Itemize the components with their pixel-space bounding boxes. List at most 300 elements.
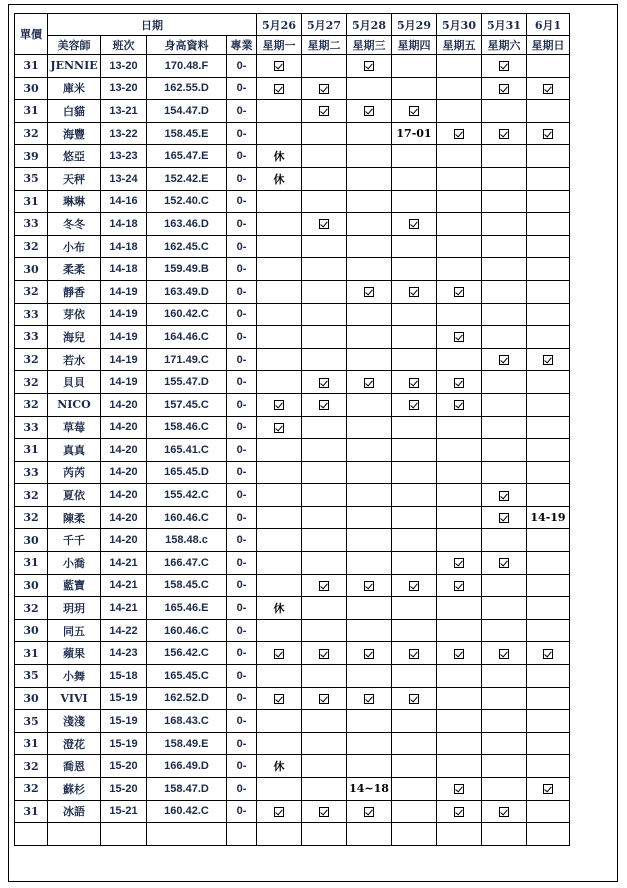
day-cell (482, 597, 527, 620)
day-cell (347, 529, 392, 552)
stylist-name-cell: 庫米 (48, 77, 101, 100)
stylist-name-cell: 小布 (48, 235, 101, 258)
day-cell (347, 122, 392, 145)
price-cell: 33 (15, 303, 48, 326)
day-cell (527, 665, 570, 688)
special-cell: 0- (227, 642, 257, 665)
stylist-name-cell: 靜香 (48, 280, 101, 303)
day-cell (482, 439, 527, 462)
day-cell (257, 145, 302, 168)
day-cell (347, 461, 392, 484)
day-cell-checked (302, 77, 347, 100)
checked-box-icon (454, 400, 464, 410)
day-cell-checked (482, 77, 527, 100)
table-row (15, 213, 570, 236)
day-cell (527, 619, 570, 642)
day-cell-checked (257, 642, 302, 665)
day-cell (482, 778, 527, 801)
checked-box-icon (409, 581, 419, 591)
table-row (15, 393, 570, 416)
day-cell (437, 619, 482, 642)
day-cell (257, 506, 302, 529)
day-cell (437, 439, 482, 462)
day-cell (392, 484, 437, 507)
height-cell: 156.42.C (147, 642, 227, 665)
day-cell (347, 484, 392, 507)
price-cell (15, 823, 48, 846)
special-cell: 0- (227, 506, 257, 529)
checked-box-icon (409, 287, 419, 297)
day-cell-checked (257, 687, 302, 710)
day-cell (302, 190, 347, 213)
day-cell-checked (302, 371, 347, 394)
day-cell (347, 326, 392, 349)
height-cell: 158.49.E (147, 732, 227, 755)
stylist-name-cell: 喬恩 (48, 755, 101, 778)
day-cell (347, 506, 392, 529)
stylist-name-cell: JENNIE (48, 55, 101, 78)
day-cell (392, 122, 437, 145)
table-row (15, 100, 570, 123)
checked-box-icon (319, 84, 329, 94)
special-cell: 0- (227, 439, 257, 462)
height-cell: 163.46.D (147, 213, 227, 236)
checked-box-icon (319, 649, 329, 659)
day-cell (527, 484, 570, 507)
header-row-2 (15, 36, 570, 55)
stylist-header: 美容師 (48, 36, 101, 55)
checked-box-icon (454, 287, 464, 297)
class-cell: 14-20 (101, 506, 147, 529)
day-cell-checked (482, 55, 527, 78)
day-cell (347, 213, 392, 236)
day-cell (257, 213, 302, 236)
day-cell (302, 145, 347, 168)
day-cell-checked (392, 280, 437, 303)
price-cell: 30 (15, 619, 48, 642)
price-cell: 32 (15, 280, 48, 303)
day-cell-checked (347, 687, 392, 710)
day-cell-checked (437, 552, 482, 575)
checked-box-icon (454, 649, 464, 659)
special-cell: 0- (227, 258, 257, 281)
day-cell (302, 484, 347, 507)
height-cell: 162.55.D (147, 77, 227, 100)
checked-box-icon (319, 581, 329, 591)
day-cell (482, 167, 527, 190)
table-row (15, 597, 570, 620)
checked-box-icon (274, 694, 284, 704)
price-cell: 32 (15, 348, 48, 371)
day-cell (482, 213, 527, 236)
day-cell-checked (482, 348, 527, 371)
price-cell: 33 (15, 461, 48, 484)
day-cell (257, 461, 302, 484)
day-cell (482, 280, 527, 303)
day-cell (527, 506, 570, 529)
checked-box-icon (499, 807, 509, 817)
special-cell: 0- (227, 665, 257, 688)
day-cell-checked (527, 778, 570, 801)
checked-box-icon (364, 694, 374, 704)
special-cell: 0- (227, 710, 257, 733)
table-row (15, 258, 570, 281)
price-cell: 31 (15, 439, 48, 462)
day-cell-checked (527, 348, 570, 371)
weekday-header-sunday: 星期日 (527, 36, 570, 55)
special-cell: 0- (227, 235, 257, 258)
table-row (15, 190, 570, 213)
day-cell (257, 280, 302, 303)
height-cell: 170.48.F (147, 55, 227, 78)
table-row (15, 800, 570, 823)
day-cell (302, 348, 347, 371)
day-cell (527, 529, 570, 552)
day-cell (527, 393, 570, 416)
day-cell (302, 235, 347, 258)
special-cell: 0- (227, 326, 257, 349)
class-cell: 13-22 (101, 122, 147, 145)
day-cell (347, 77, 392, 100)
table-row (15, 55, 570, 78)
price-cell: 30 (15, 77, 48, 100)
stylist-name-cell: 悠亞 (48, 145, 101, 168)
class-cell: 13-23 (101, 145, 147, 168)
day-cell-checked (482, 506, 527, 529)
day-cell-checked (392, 100, 437, 123)
day-cell (302, 303, 347, 326)
height-cell: 152.42.E (147, 167, 227, 190)
day-cell (257, 190, 302, 213)
price-cell: 32 (15, 393, 48, 416)
day-cell-checked (302, 800, 347, 823)
day-cell (482, 190, 527, 213)
height-cell: 160.42.C (147, 800, 227, 823)
day-cell (392, 529, 437, 552)
special-cell: 0- (227, 597, 257, 620)
day-cell-checked (392, 687, 437, 710)
table-row (15, 665, 570, 688)
table-row (15, 755, 570, 778)
day-cell (347, 778, 392, 801)
class-cell: 15-19 (101, 687, 147, 710)
day-cell (527, 190, 570, 213)
day-cell-checked (347, 55, 392, 78)
weekday-header: 星期二 (302, 36, 347, 55)
price-cell: 30 (15, 687, 48, 710)
class-cell: 15-19 (101, 710, 147, 733)
day-cell-checked (482, 642, 527, 665)
price-cell: 32 (15, 371, 48, 394)
price-cell: 31 (15, 642, 48, 665)
checked-box-icon (454, 807, 464, 817)
class-cell (101, 823, 147, 846)
day-cell (527, 416, 570, 439)
day-cell (392, 167, 437, 190)
day-cell (392, 732, 437, 755)
price-cell: 32 (15, 755, 48, 778)
table-row (15, 235, 570, 258)
price-cell: 31 (15, 732, 48, 755)
day-cell (482, 665, 527, 688)
day-header: 6月1 (527, 14, 570, 36)
day-cell-checked (437, 800, 482, 823)
day-cell (437, 665, 482, 688)
day-cell-checked (437, 574, 482, 597)
day-cell (302, 55, 347, 78)
day-cell-checked (527, 77, 570, 100)
height-cell: 154.47.D (147, 100, 227, 123)
day-cell (527, 755, 570, 778)
day-cell-checked (347, 642, 392, 665)
day-cell (302, 778, 347, 801)
day-cell-checked (392, 642, 437, 665)
class-cell: 14-19 (101, 371, 147, 394)
special-cell: 0- (227, 552, 257, 575)
checked-box-icon (454, 581, 464, 591)
stylist-name-cell: 千千 (48, 529, 101, 552)
class-cell: 14-19 (101, 303, 147, 326)
stylist-name-cell: 藍寶 (48, 574, 101, 597)
day-cell (347, 416, 392, 439)
special-cell: 0- (227, 145, 257, 168)
checked-box-icon (499, 513, 509, 523)
day-cell (347, 190, 392, 213)
height-cell: 165.46.E (147, 597, 227, 620)
special-cell (227, 823, 257, 846)
class-cell: 14-20 (101, 393, 147, 416)
day-cell (437, 823, 482, 846)
height-cell: 160.46.C (147, 506, 227, 529)
day-cell (257, 529, 302, 552)
day-cell (482, 529, 527, 552)
day-cell-checked (302, 213, 347, 236)
weekday-header-saturday: 星期六 (482, 36, 527, 55)
day-header: 5月26 (257, 14, 302, 36)
table-row (15, 642, 570, 665)
checked-box-icon (274, 61, 284, 71)
price-cell: 33 (15, 213, 48, 236)
class-cell: 14-22 (101, 619, 147, 642)
day-cell (392, 439, 437, 462)
checked-box-icon (274, 423, 284, 433)
day-cell (347, 597, 392, 620)
day-cell (257, 235, 302, 258)
checked-box-icon (543, 649, 553, 659)
checked-box-icon (409, 694, 419, 704)
day-cell (257, 258, 302, 281)
checked-box-icon (543, 784, 553, 794)
price-cell: 35 (15, 710, 48, 733)
special-cell: 0- (227, 100, 257, 123)
day-cell (347, 665, 392, 688)
day-cell (392, 778, 437, 801)
table-row (15, 506, 570, 529)
special-cell: 0- (227, 416, 257, 439)
day-cell (302, 529, 347, 552)
day-cell-text: 14~18 (349, 782, 389, 796)
day-cell (482, 258, 527, 281)
checked-box-icon (364, 807, 374, 817)
day-cell (527, 235, 570, 258)
checked-box-icon (499, 84, 509, 94)
checked-box-icon (319, 807, 329, 817)
day-cell (437, 506, 482, 529)
day-cell-checked (482, 552, 527, 575)
day-cell (302, 258, 347, 281)
stylist-name-cell: 淺淺 (48, 710, 101, 733)
day-cell (392, 755, 437, 778)
day-cell (257, 552, 302, 575)
day-cell (527, 303, 570, 326)
day-cell (437, 710, 482, 733)
day-cell (437, 755, 482, 778)
checked-box-icon (274, 400, 284, 410)
day-cell (437, 461, 482, 484)
class-cell: 13-24 (101, 167, 147, 190)
checked-box-icon (364, 378, 374, 388)
height-cell: 158.45.E (147, 122, 227, 145)
day-cell-text: 休 (273, 760, 285, 774)
day-cell (302, 280, 347, 303)
class-cell: 14-18 (101, 258, 147, 281)
day-cell (437, 190, 482, 213)
day-cell-checked (437, 642, 482, 665)
day-cell (482, 100, 527, 123)
stylist-name-cell: 小舞 (48, 665, 101, 688)
day-cell (437, 348, 482, 371)
day-cell (527, 280, 570, 303)
stylist-name-cell: 同五 (48, 619, 101, 642)
stylist-name-cell: VIVI (48, 687, 101, 710)
day-cell-checked (302, 687, 347, 710)
table-row (15, 416, 570, 439)
day-cell-text: 17-01 (396, 127, 432, 141)
class-cell: 13-20 (101, 55, 147, 78)
checked-box-icon (454, 129, 464, 139)
height-cell: 164.46.C (147, 326, 227, 349)
table-row (15, 687, 570, 710)
day-cell (527, 687, 570, 710)
stylist-name-cell: 柔柔 (48, 258, 101, 281)
day-cell-checked (347, 800, 392, 823)
day-cell-checked (527, 642, 570, 665)
day-cell (392, 506, 437, 529)
header-row-1 (15, 14, 570, 36)
class-header: 班次 (101, 36, 147, 55)
day-cell (527, 597, 570, 620)
height-cell: 160.42.C (147, 303, 227, 326)
checked-box-icon (274, 649, 284, 659)
day-cell (392, 77, 437, 100)
day-cell (437, 529, 482, 552)
day-header: 5月31 (482, 14, 527, 36)
stylist-name-cell: 草莓 (48, 416, 101, 439)
weekday-header: 星期五 (437, 36, 482, 55)
class-cell: 15-19 (101, 732, 147, 755)
class-cell: 13-21 (101, 100, 147, 123)
checked-box-icon (319, 694, 329, 704)
stylist-name-cell: NICO (48, 393, 101, 416)
day-cell (347, 552, 392, 575)
day-cell (257, 710, 302, 733)
day-cell (527, 439, 570, 462)
special-cell: 0- (227, 484, 257, 507)
class-cell: 15-18 (101, 665, 147, 688)
day-cell (437, 687, 482, 710)
day-cell (392, 258, 437, 281)
day-cell-checked (437, 778, 482, 801)
checked-box-icon (499, 558, 509, 568)
day-cell (482, 574, 527, 597)
height-cell: 155.42.C (147, 484, 227, 507)
height-cell: 155.47.D (147, 371, 227, 394)
class-cell: 14-16 (101, 190, 147, 213)
day-cell-checked (392, 574, 437, 597)
day-cell (437, 258, 482, 281)
day-cell (302, 167, 347, 190)
day-cell (527, 710, 570, 733)
day-cell (392, 348, 437, 371)
table-row (15, 484, 570, 507)
price-cell: 32 (15, 122, 48, 145)
day-cell-text: 休 (273, 602, 285, 616)
stylist-name-cell: 冬冬 (48, 213, 101, 236)
day-cell (347, 348, 392, 371)
stylist-name-cell: 真真 (48, 439, 101, 462)
class-cell: 14-18 (101, 235, 147, 258)
special-cell: 0- (227, 778, 257, 801)
day-cell (347, 732, 392, 755)
special-cell: 0- (227, 732, 257, 755)
day-cell (257, 778, 302, 801)
price-cell: 30 (15, 574, 48, 597)
height-cell: 160.46.C (147, 619, 227, 642)
day-cell (437, 55, 482, 78)
day-cell (257, 326, 302, 349)
special-cell: 0- (227, 371, 257, 394)
price-cell: 31 (15, 552, 48, 575)
day-cell-checked (257, 800, 302, 823)
day-cell-checked (437, 393, 482, 416)
checked-box-icon (499, 129, 509, 139)
checked-box-icon (409, 649, 419, 659)
table-row (15, 439, 570, 462)
day-cell (302, 122, 347, 145)
checked-box-icon (274, 84, 284, 94)
day-cell (302, 506, 347, 529)
special-header: 專業 (227, 36, 257, 55)
checked-box-icon (543, 84, 553, 94)
table-row (15, 574, 570, 597)
checked-box-icon (454, 784, 464, 794)
day-cell (347, 303, 392, 326)
day-cell (392, 597, 437, 620)
day-cell-checked (257, 77, 302, 100)
checked-box-icon (274, 807, 284, 817)
schedule-body (15, 55, 570, 846)
day-cell (527, 371, 570, 394)
height-cell: 159.49.B (147, 258, 227, 281)
day-cell (527, 100, 570, 123)
stylist-name-cell (48, 823, 101, 846)
day-cell-checked (302, 642, 347, 665)
special-cell: 0- (227, 687, 257, 710)
checked-box-icon (409, 219, 419, 229)
stylist-name-cell: 海豐 (48, 122, 101, 145)
special-cell: 0- (227, 800, 257, 823)
table-row (15, 823, 570, 846)
